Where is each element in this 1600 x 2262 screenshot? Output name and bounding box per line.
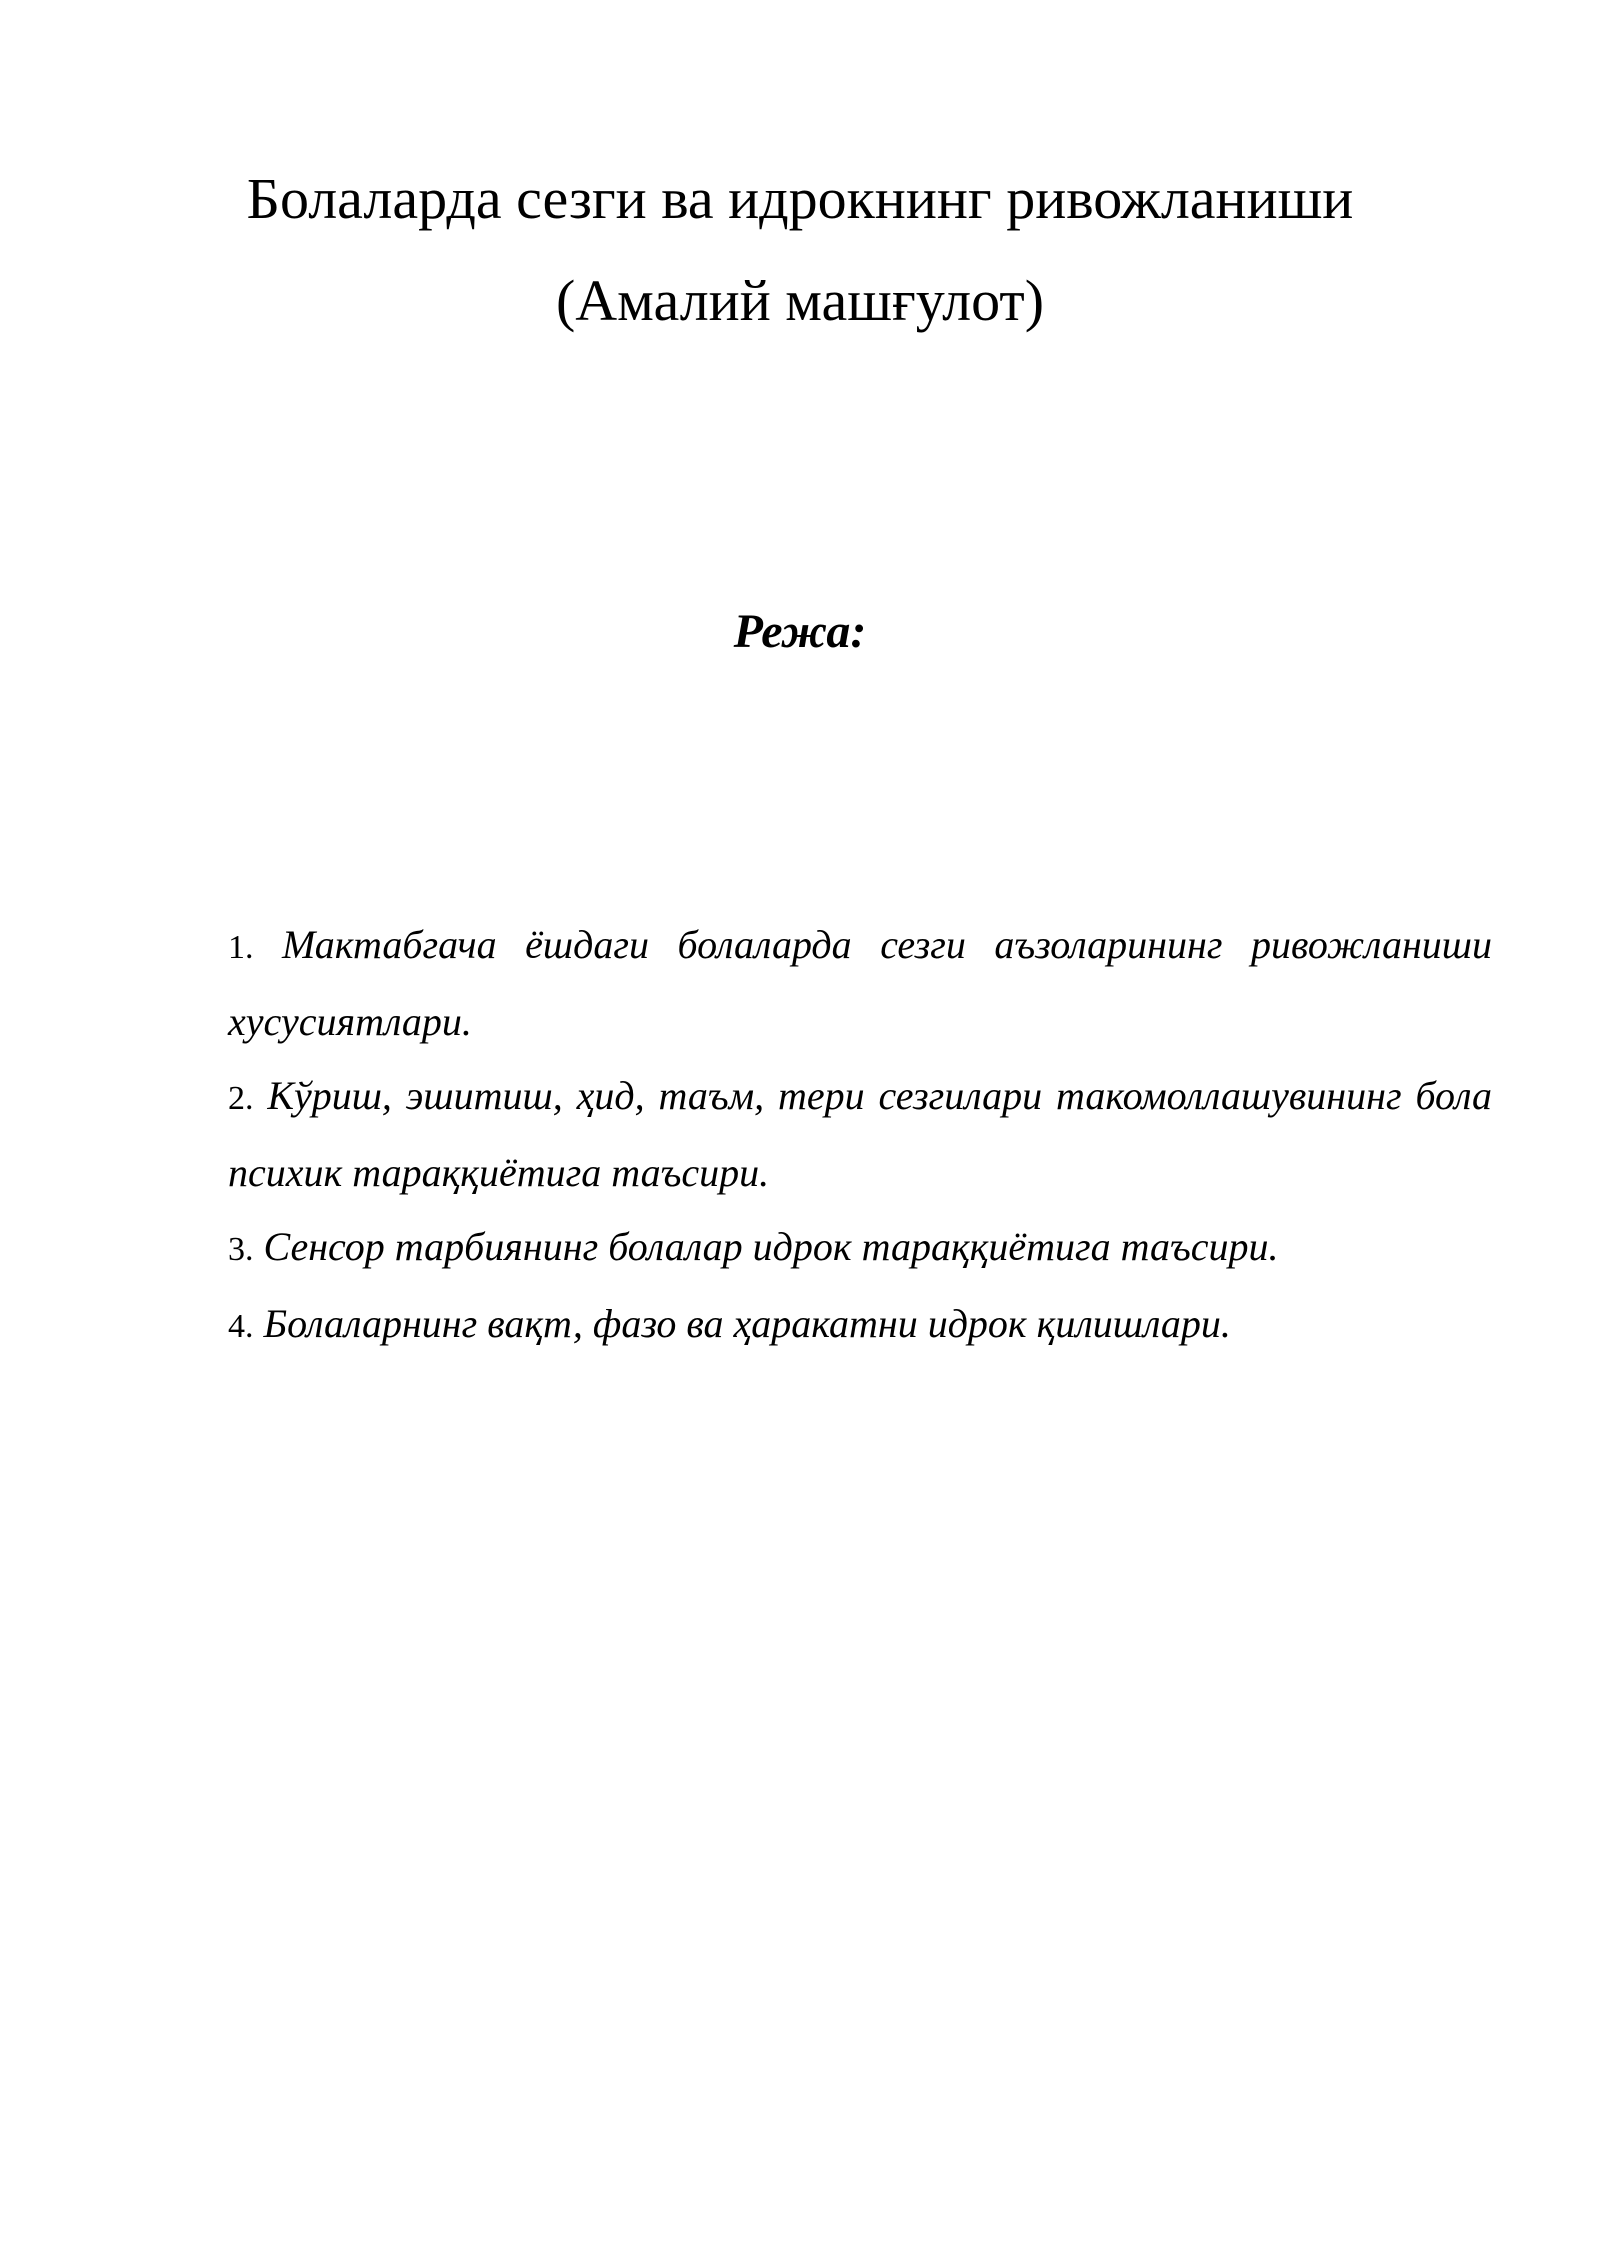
plan-item-text: Болаларнинг вақт, фазо ва ҳаракатни идрок қилишлари. xyxy=(263,1301,1231,1346)
plan-item-text: Мактабгача ёшдаги болаларда сезги аъзоларининг ривожланиши хусусиятлари. xyxy=(228,922,1493,1044)
plan-heading: Режа: xyxy=(733,605,867,658)
plan-item-number: 3. xyxy=(228,1231,254,1268)
plan-item-text: Сенсор тарбиянинг болалар идрок тараққиётига таъсири. xyxy=(263,1224,1279,1269)
plan-item-1 xyxy=(228,908,1492,1059)
plan-item-3 xyxy=(228,1210,1492,1287)
title-line-subtitle: (Амалий машғулот) xyxy=(555,268,1045,333)
plan-item-number: 4. xyxy=(228,1308,254,1345)
plan-list xyxy=(228,908,1492,1364)
plan-item-2 xyxy=(228,1059,1492,1210)
plan-item-4 xyxy=(228,1287,1492,1364)
plan-item-text: Кўриш, эшитиш, ҳид, таъм, тери сезгилари такомоллашувининг бола психик тараққиётига таъсири. xyxy=(228,1073,1492,1195)
title-line-main: Болаларда сезги ва идрокнинг ривожланиши xyxy=(246,166,1354,231)
document-title xyxy=(0,148,1600,352)
plan-item-number: 1. xyxy=(228,929,254,966)
plan-item-number: 2. xyxy=(228,1080,254,1117)
